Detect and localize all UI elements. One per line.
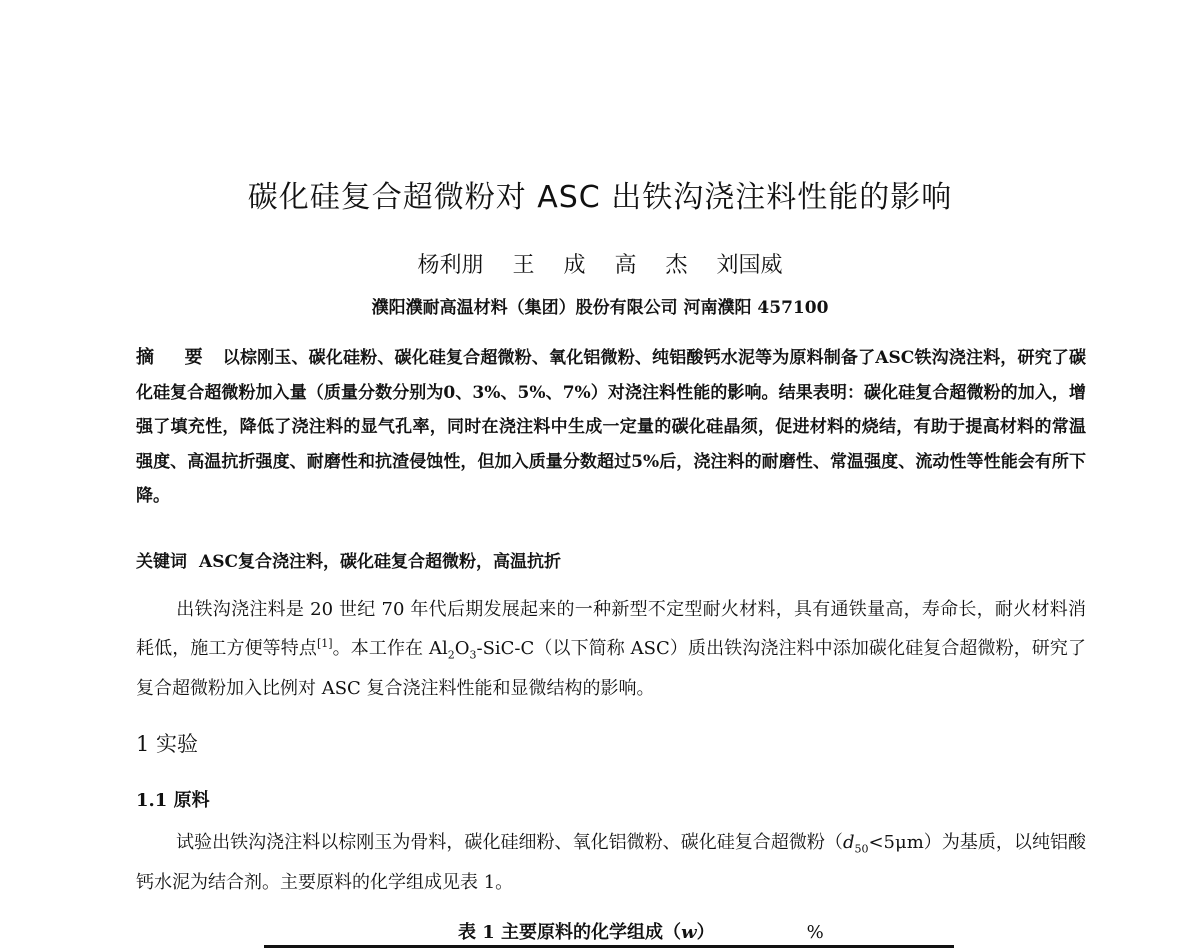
table-caption-w: w [681, 922, 697, 943]
subsection-heading-materials: 1.1 原料 [136, 790, 210, 811]
keywords [136, 547, 1086, 577]
materials-paragraph [136, 826, 1086, 900]
affiliation: 濮阳濮耐高温材料（集团）股份有限公司 河南濮阳 457100 [371, 298, 829, 318]
author-list: 杨利朋 王 成 高 杰 刘国威 [417, 253, 783, 278]
keywords-text: ASC复合浇注料，碳化硅复合超微粉，高温抗折 [199, 552, 561, 572]
materials-text-1: 试验出铁沟浇注料以棕刚玉为骨料，碳化硅细粉、氧化铝微粉、碳化硅复合超微粉（ [176, 832, 843, 853]
intro-text-1: 出铁沟浇注料是 20 世纪 70 年代后期发展起来的一种新型不定型耐火材料，具有通铁量高，寿命长，耐火材料消耗低，施工方便等特点 [136, 599, 1086, 659]
abstract-label: 摘 要 [136, 347, 215, 368]
abstract [136, 341, 1086, 514]
abstract-text: 以棕刚玉、碳化硅粉、碳化硅复合超微粉、氧化铝微粉、纯铝酸钙水泥等为原料制备了ASC铁沟浇注料，研究了碳化硅复合超微粉加入量（质量分数分别为0、3%、5%、7%）对浇注料性能的影响。结果表明：碳化硅复合超微粉的加入，增强了填充性，降低了浇注料的显气孔率，同时在浇注料中生成一定量的碳化硅晶须，促进材料的烧结，有助于提高材料的常温强度、高温抗折强度、耐磨性和抗渣侵蚀性，但加入质量分数超过5%后，浇注料的耐磨性、常温强度、流动性等性能会有所下降。 [136, 348, 1086, 506]
intro-text-2: 。本工作在 Al [332, 637, 448, 659]
materials-text-2: <5μm）为基质，以纯铝酸钙水泥为结合剂。主要原料的化学组成见表 1。 [136, 832, 1086, 894]
citation-ref: [1] [316, 636, 333, 650]
intro-text-3: O [454, 637, 470, 659]
section-heading-experiment: 1 实验 [136, 732, 199, 756]
paper-title: 碳化硅复合超微粉对 ASC 出铁沟浇注料性能的影响 [247, 180, 953, 215]
intro-paragraph [136, 593, 1086, 706]
subscript-2: 2 [447, 648, 455, 662]
keywords-label: 关键词 [136, 552, 187, 572]
table-caption [458, 918, 824, 944]
subscript-3: 3 [469, 648, 477, 662]
table-unit: % [806, 922, 824, 943]
table-caption-text: 表 1 主要原料的化学组成（ [458, 922, 682, 943]
intro-text-4: -SiC-C（以下简称 ASC）质出铁沟浇注料中添加碳化硅复合超微粉，研究了复合超微粉加入比例对 ASC 复合浇注料性能和显微结构的影响。 [136, 637, 1086, 699]
table-top-rule [264, 945, 954, 948]
d50-subscript: 50 [854, 842, 869, 856]
d-symbol: d [842, 832, 855, 853]
table-caption-end: ） [696, 922, 715, 943]
